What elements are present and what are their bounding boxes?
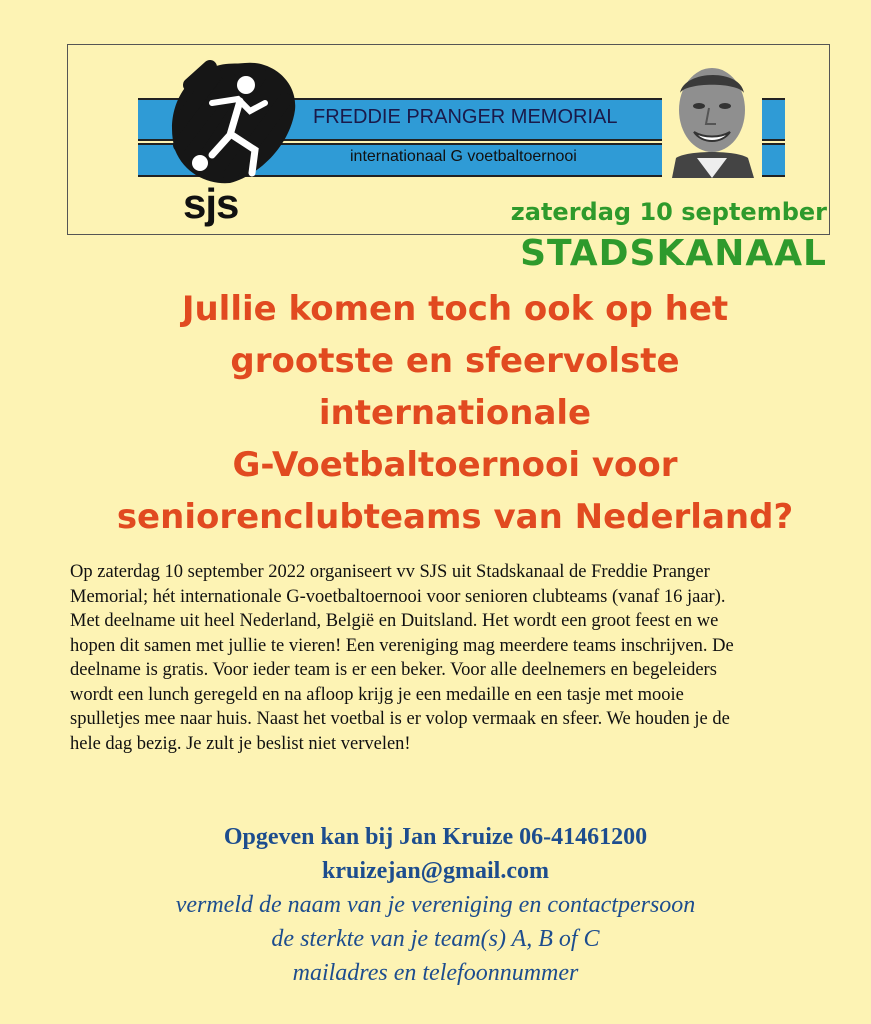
body-line: hopen dit samen met jullie te vieren! Een vereniging mag meerdere teams inschrijven. De <box>70 635 734 656</box>
contact-note: mailadres en telefoonnummer <box>292 960 579 986</box>
contact-note: vermeld de naam van je vereniging en contactpersoon <box>175 892 696 918</box>
contact-email[interactable]: kruizejan@gmail.com <box>322 858 549 884</box>
body-line: Met deelname uit heel Nederland, België en Duitsland. Het wordt een groot feest en we <box>70 611 719 631</box>
contact-block <box>0 820 871 990</box>
portrait-photo <box>662 58 762 178</box>
headline-line: G-Voetbaltoernooi voor <box>232 445 678 485</box>
body-line: Op zaterdag 10 september 2022 organiseert vv SJS uit Stadskanaal de Freddie Pranger <box>70 562 710 582</box>
event-city: STADSKANAAL <box>520 233 827 274</box>
contact-phone-line: Opgeven kan bij Jan Kruize 06-41461200 <box>223 824 648 850</box>
body-line: hele dag bezig. Je zult je beslist niet vervelen! <box>70 733 411 754</box>
body-line: wordt een lunch geregeld en na afloop krijg je een medaille en een tasje met mooie <box>70 684 684 705</box>
headline-line: internationale <box>318 393 592 433</box>
headline-line: grootste en sfeervolste <box>230 341 680 381</box>
headline-line: seniorenclubteams van Nederland? <box>116 497 794 537</box>
body-line: Memorial; hét internationale G-voetbaltoernooi voor senioren clubteams (vanaf 16 jaar). <box>70 586 726 607</box>
body-line: spulletjes mee naar huis. Naast het voetbal is er volop vermaak en sfeer. We houden je de <box>70 709 730 729</box>
contact-note: de sterkte van je team(s) A, B of C <box>271 926 600 952</box>
body-line: deelname is gratis. Voor ieder team is er een beker. Voor alle deelnemers en begeleiders <box>70 660 717 680</box>
headline <box>40 283 870 543</box>
club-logo-text: sjs <box>183 180 239 227</box>
event-date: zaterdag 10 september <box>510 198 827 226</box>
sjs-logo-icon <box>160 55 310 195</box>
body-paragraph <box>70 560 860 756</box>
banner-title: FREDDIE PRANGER MEMORIAL <box>313 106 618 128</box>
headline-line: Jullie komen toch ook op het <box>181 289 729 329</box>
banner-subtitle: internationaal G voetbaltoernooi <box>350 148 577 165</box>
